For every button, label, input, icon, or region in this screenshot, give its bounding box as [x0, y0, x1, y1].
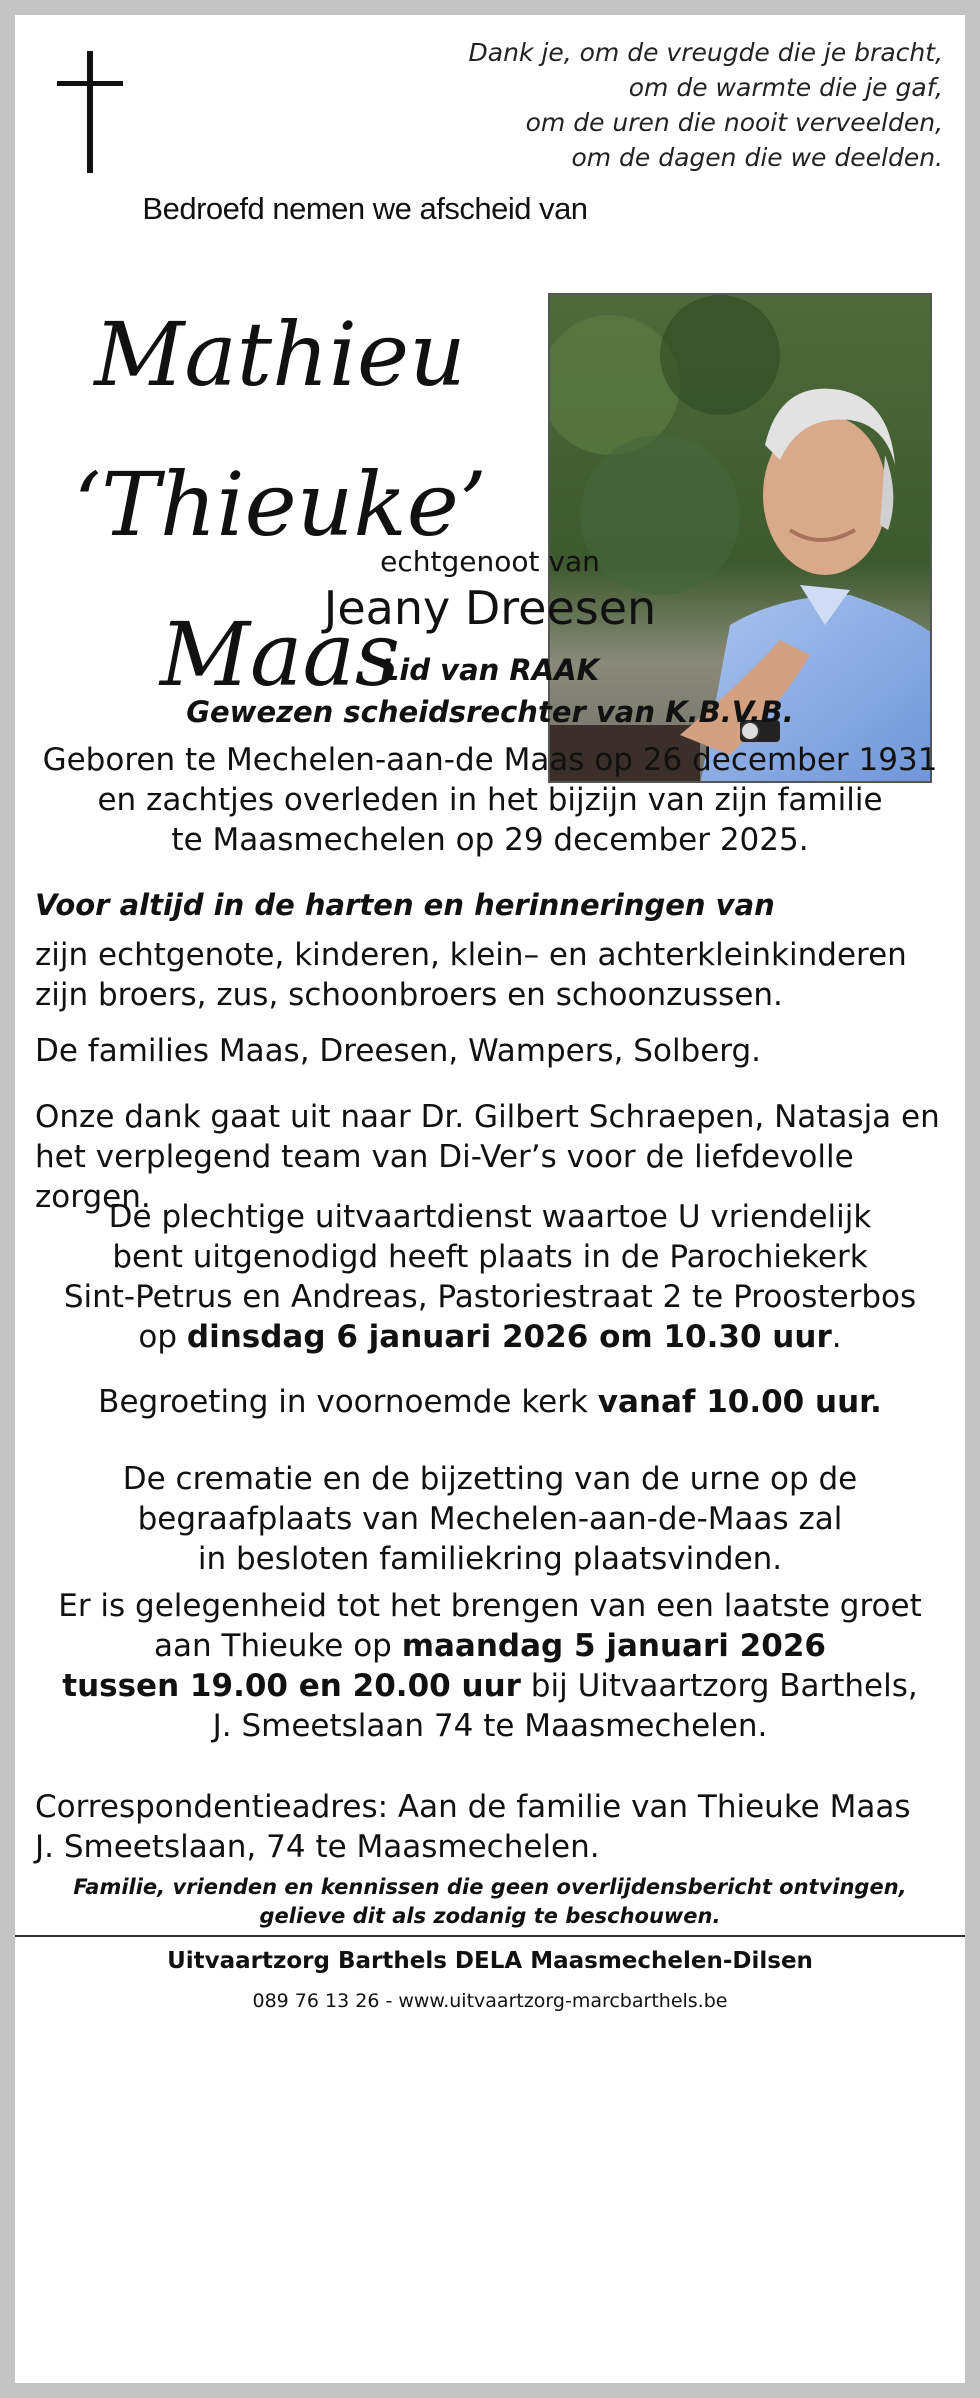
thanks-line: Onze dank gaat uit naar Dr. Gilbert Schraepen, Natasja en — [35, 1099, 940, 1135]
birth-line: Geboren te Mechelen-aan-de Maas op 26 december 1931 — [42, 742, 938, 778]
remembrance-list — [35, 935, 955, 1015]
families: De families Maas, Dreesen, Wampers, Solberg. — [35, 1033, 762, 1069]
birth-line: te Maasmechelen op 29 december 2025. — [171, 822, 809, 858]
note-line: gelieve dit als zodanig te beschouwen. — [259, 1904, 721, 1928]
cremation-line: begraafplaats van Mechelen-aan-de-Maas zal — [137, 1501, 843, 1537]
service-date-suffix: . — [831, 1319, 842, 1355]
service-info — [15, 1197, 965, 1357]
correspondence-line: Correspondentieadres: Aan de familie van Thieuke Maas — [35, 1789, 911, 1825]
poem-line: om de uren die nooit verveelden, — [525, 108, 943, 137]
greeting-text: Begroeting in voornoemde kerk — [98, 1384, 598, 1420]
farewell-info — [15, 1586, 965, 1746]
spouse-name: Jeany Dreesen — [323, 581, 657, 635]
farewell-line: J. Smeetslaan 74 te Maasmechelen. — [212, 1708, 768, 1744]
service-line: Sint-Petrus en Andreas, Pastoriestraat 2 te Proosterbos — [63, 1279, 917, 1315]
remembrance-line: zijn echtgenote, kinderen, klein– en achterkleinkinderen — [35, 937, 907, 973]
poem — [469, 35, 943, 175]
obituary-card — [15, 15, 965, 2383]
correspondence-line: J. Smeetslaan, 74 te Maasmechelen. — [35, 1829, 600, 1865]
farewell-date: maandag 5 januari 2026 — [401, 1628, 826, 1664]
birth-line: en zachtjes overleden in het bijzijn van zijn familie — [97, 782, 883, 818]
correspondence — [35, 1787, 955, 1867]
farewell-line: Er is gelegenheid tot het brengen van een laatste groet — [58, 1588, 922, 1624]
intro-text: Bedroefd nemen we afscheid van — [142, 191, 588, 226]
greeting-info — [15, 1382, 965, 1422]
referee-title: Gewezen scheidsrechter van K.B.V.B. — [186, 695, 794, 729]
service-line: bent uitgenodigd heeft plaats in de Parochiekerk — [112, 1239, 868, 1275]
spouse-label: echtgenoot van — [380, 545, 600, 578]
cross-icon — [57, 51, 123, 173]
farewell-date-prefix: aan Thieuke op — [154, 1628, 402, 1664]
nickname: ‘Thieuke’ — [73, 453, 487, 556]
poem-line: om de dagen die we deelden. — [571, 143, 943, 172]
footer-contact: 089 76 13 26 - www.uitvaartzorg-marcbarthels.be — [252, 1990, 728, 2012]
farewell-date-line — [15, 1626, 965, 1666]
poem-line: om de warmte die je gaf, — [628, 73, 943, 102]
last-name: Maas — [159, 603, 401, 706]
farewell-time: tussen 19.00 en 20.00 uur — [62, 1668, 521, 1704]
remembrance-heading: Voor altijd in de harten en herinneringen van — [35, 888, 775, 922]
footer-company: Uitvaartzorg Barthels DELA Maasmechelen-Dilsen — [167, 1948, 813, 1974]
service-date: dinsdag 6 januari 2026 om 10.30 uur — [186, 1319, 832, 1355]
remembrance-line: zijn broers, zus, schoonbroers en schoonzussen. — [35, 977, 783, 1013]
notice-note — [15, 1873, 965, 1931]
cremation-line: De crematie en de bijzetting van de urne op de — [122, 1461, 858, 1497]
service-date-prefix: op — [138, 1319, 187, 1355]
member-title: Lid van RAAK — [380, 653, 600, 687]
footer-divider — [15, 1935, 965, 1937]
birth-info — [15, 740, 965, 860]
cremation-info — [15, 1459, 965, 1579]
service-line: De plechtige uitvaartdienst waartoe U vriendelijk — [108, 1199, 872, 1235]
farewell-time-line — [15, 1666, 965, 1706]
thanks-line: het verplegend team van Di-Ver’s voor de liefdevolle zorgen. — [35, 1139, 854, 1215]
farewell-location: bij Uitvaartzorg Barthels, — [520, 1668, 918, 1704]
cremation-line: in besloten familiekring plaatsvinden. — [197, 1541, 783, 1577]
first-name: Mathieu — [94, 303, 466, 406]
poem-line: Dank je, om de vreugde die je bracht, — [468, 38, 943, 67]
greeting-time: vanaf 10.00 uur. — [597, 1384, 882, 1420]
service-date-line — [15, 1317, 965, 1357]
note-line: Familie, vrienden en kennissen die geen overlijdensbericht ontvingen, — [73, 1875, 907, 1899]
